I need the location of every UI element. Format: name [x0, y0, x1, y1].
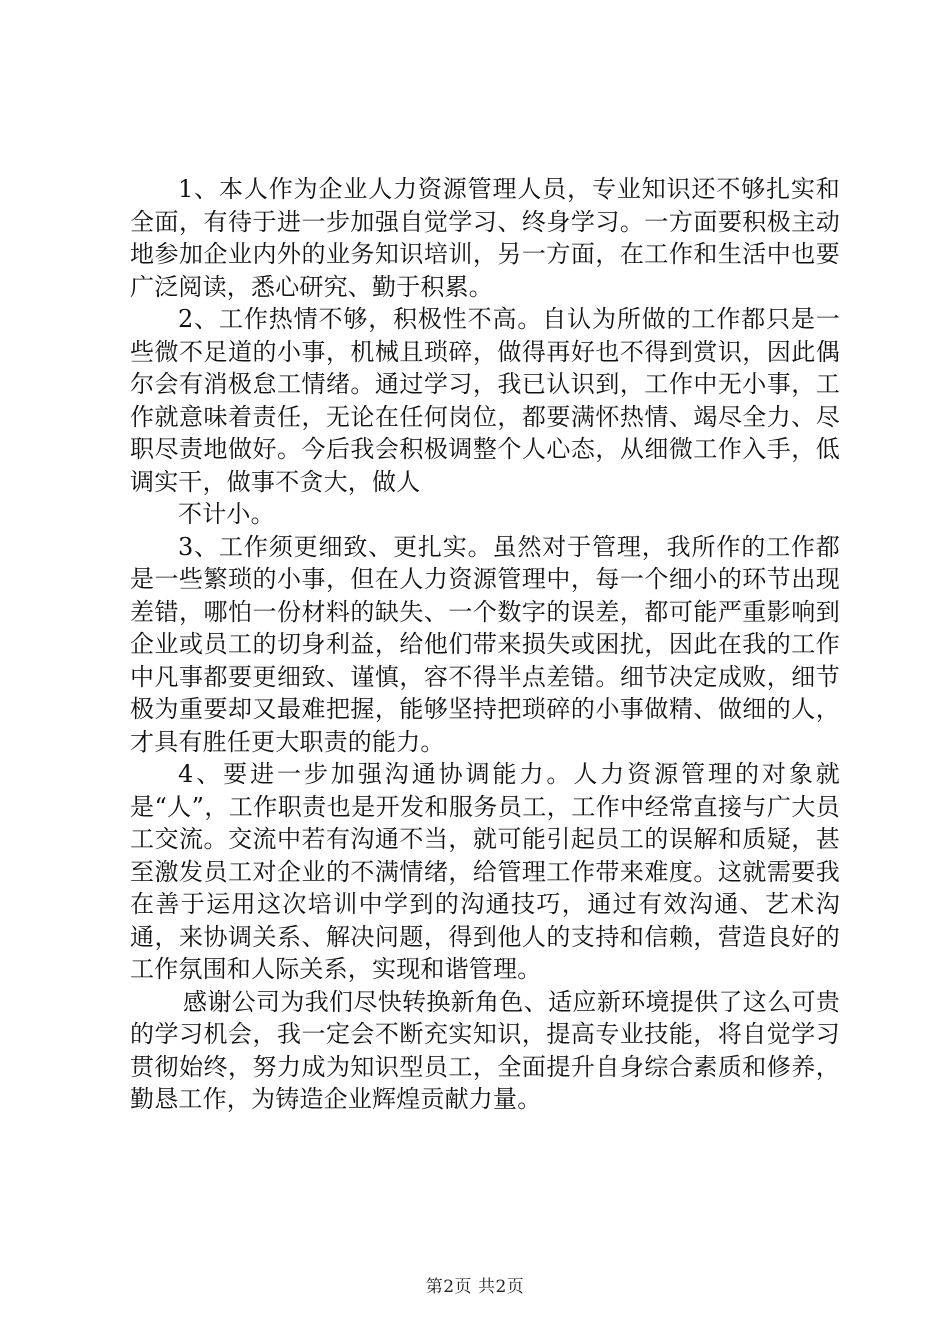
paragraph-1: 1、本人作为企业人力资源管理人员，专业知识还不够扎实和全面，有待于进一步加强自觉学习、终身学习。一方面要积极主动地参加企业内外的业务知识培训，另一方面，在工作和生活中也要广泛阅读，悉心研究、勤于积累。	[130, 175, 840, 301]
page-number-footer: 第2页 共2页	[425, 1277, 525, 1297]
paragraph-5: 感谢公司为我们尽快转换新角色、适应新环境提供了这么可贵的学习机会，我一定会不断充实知识，提高专业技能，将自觉学习贯彻始终，努力成为知识型员工，全面提升自身综合素质和修养，勤恳工作，为铸造企业辉煌贡献力量。	[130, 987, 840, 1113]
paragraph-2: 2、工作热情不够，积极性不高。自认为所做的工作都只是一些微不足道的小事，机械且琐碎，做得再好也不得到赏识，因此偶尔会有消极怠工情绪。通过学习，我已认识到，工作中无小事，工作就意味着责任，无论在任何岗位，都要满怀热情、竭尽全力、尽职尽责地做好。今后我会积极调整个人心态，从细微工作入手，低调实干，做事不贪大，做人	[130, 305, 840, 496]
paragraph-3: 3、工作须更细致、更扎实。虽然对于管理，我所作的工作都是一些繁琐的小事，但在人力资源管理中，每一个细小的环节出现差错，哪怕一份材料的缺失、一个数字的误差，都可能严重影响到企业或员工的切身利益，给他们带来损失或困扰，因此在我的工作中凡事都要更细致、谨慎，容不得半点差错。细节决定成败，细节极为重要却又最难把握，能够坚持把琐碎的小事做精、做细的人，才具有胜任更大职责的能力。	[130, 532, 840, 756]
paragraph-2-continuation: 不计小。	[178, 500, 275, 528]
paragraph-4: 4、要进一步加强沟通协调能力。人力资源管理的对象就是“人”，工作职责也是开发和服务员工，工作中经常直接与广大员工交流。交流中若有沟通不当，就可能引起员工的误解和质疑，甚至激发员工对企业的不满情绪，给管理工作带来难度。这就需要我在善于运用这次培训中学到的沟通技巧，通过有效沟通、艺术沟通，来协调关系、解决问题，得到他人的支持和信赖，营造良好的工作氛围和人际关系，实现和谐管理。	[130, 760, 840, 983]
document-body	[130, 173, 840, 1116]
